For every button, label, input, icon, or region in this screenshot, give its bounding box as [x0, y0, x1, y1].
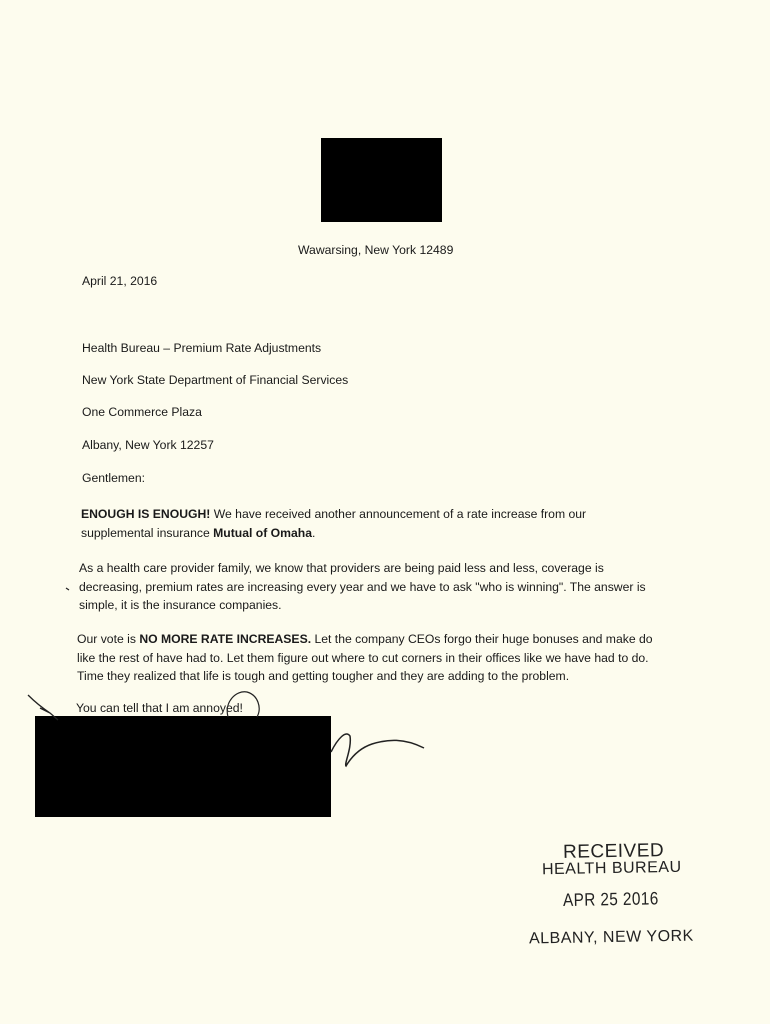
stamp-location: ALBANY, NEW YORK: [528, 927, 694, 948]
p1-end: .: [311, 525, 316, 540]
p1-bold-tail: Mutual of Omaha: [213, 525, 312, 540]
stamp-health-bureau: HEALTH BUREAU: [541, 858, 682, 879]
p3-bold: NO MORE RATE INCREASES.: [139, 632, 312, 646]
p3-lead: Our vote is: [77, 632, 140, 646]
margin-check-mark: [28, 695, 58, 720]
recipient-line-2: New York State Department of Financial Services: [82, 373, 349, 387]
stamp-date: APR 25 2016: [562, 888, 659, 910]
salutation: Gentlemen:: [82, 471, 146, 485]
p2-text: As a health care provider family, we know that providers are being paid less and less, coverage is decreasing, premium rates are increasing every year and we have to ask "who is winning". The answer is simple, it is the insurance companies.: [79, 561, 646, 612]
signature-scribble: [331, 734, 424, 766]
stamp-received: RECEIVED: [562, 840, 665, 863]
p3-text: Let the company CEOs forgo their huge bonuses and make do like the rest of have had to. Let them figure out where to cut corners in their offices like we have had to do. Time they realized that life is tough and getting tougher and they are adding to the problem.: [77, 632, 653, 683]
stray-tick-mark: [66, 588, 69, 590]
recipient-line-1: Health Bureau – Premium Rate Adjustments: [82, 341, 322, 355]
sender-location: Wawarsing, New York 12489: [298, 243, 454, 257]
recipient-line-4: Albany, New York 12257: [82, 438, 214, 452]
recipient-line-3: One Commerce Plaza: [82, 405, 202, 419]
p1-bold-lead: ENOUGH IS ENOUGH!: [81, 507, 211, 521]
closing-line: You can tell that I am annoyed!: [76, 701, 243, 715]
letter-date: April 21, 2016: [82, 274, 158, 288]
annoyed-circle: [227, 692, 259, 717]
p1-text: We have received another announcement of a rate increase from our supplemental insurance: [81, 507, 587, 540]
